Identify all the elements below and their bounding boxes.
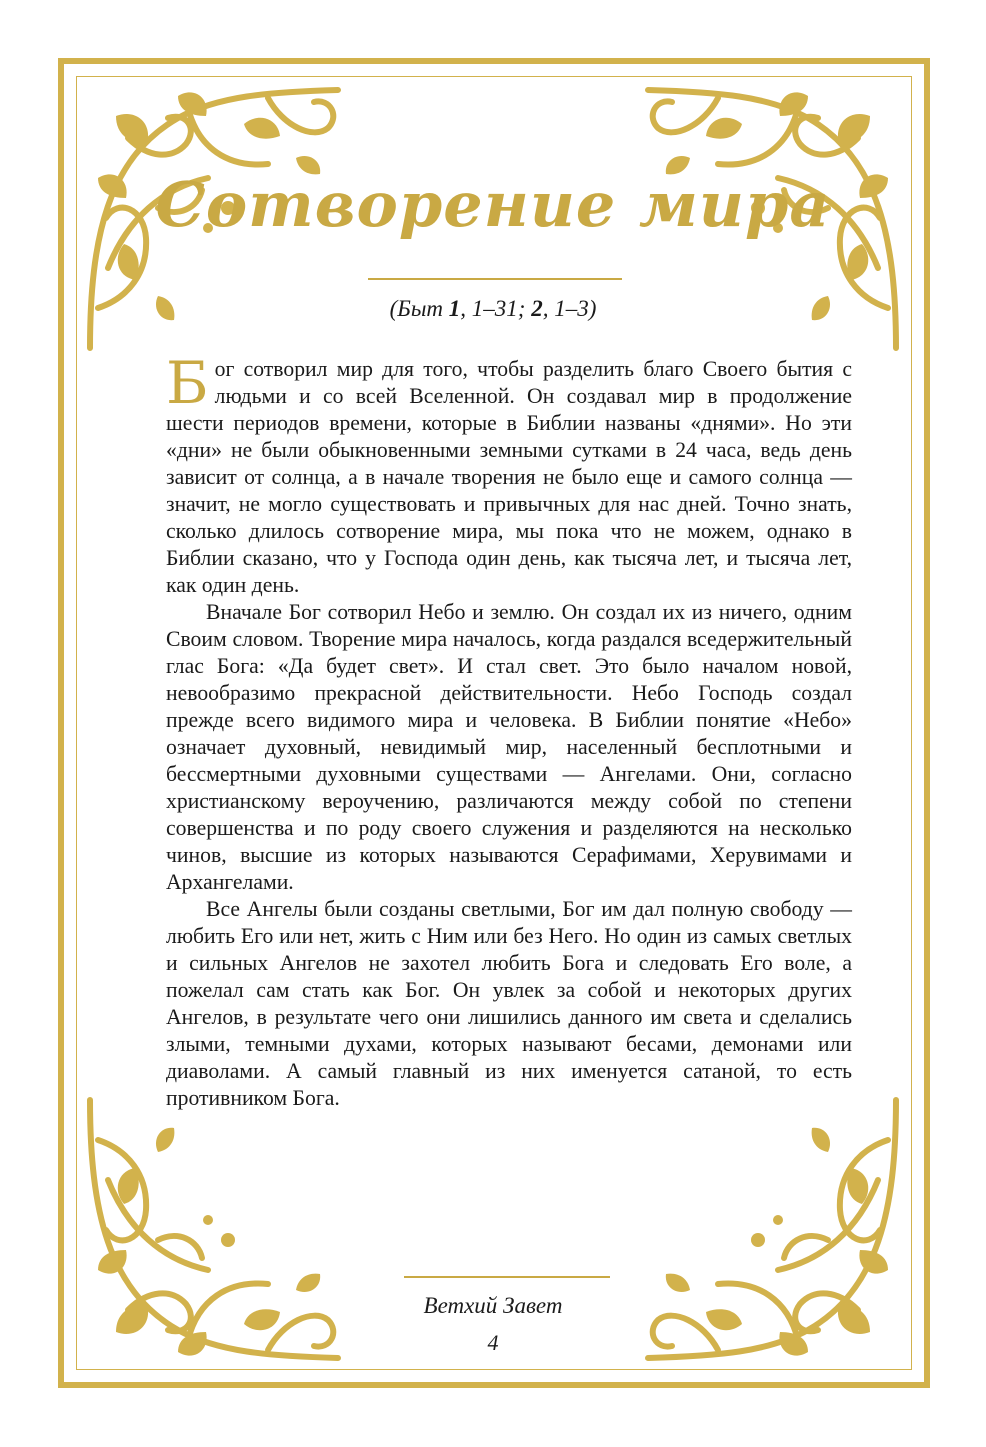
citation-chapter-2: 2 bbox=[531, 296, 543, 321]
page-number: 4 bbox=[487, 1330, 499, 1355]
drop-cap: Б bbox=[166, 349, 209, 417]
citation-prefix: (Быт bbox=[389, 296, 449, 321]
title-divider bbox=[368, 278, 622, 280]
footer-divider bbox=[404, 1276, 610, 1278]
page-title: Сотворение мира bbox=[155, 168, 831, 241]
citation-chapter-1: 1 bbox=[448, 296, 461, 321]
footer-section-title: Ветхий Завет bbox=[423, 1293, 563, 1318]
citation-range-1: , 1–31; bbox=[460, 296, 532, 321]
paragraph-1 bbox=[166, 349, 852, 599]
article-body bbox=[166, 349, 852, 1112]
paragraph-3: Все Ангелы были созданы светлыми, Бог им дал полную свободу — любить Его или нет, жить с Ним или без Него. Но один из самых светлых и сильных Ангелов не захотел любить Бога и следовать Его воле, а пожелал сам стать как Бог. Он увлек за собой и некоторых других Ангелов, в результате чего они лишились данного им света и сделались злыми, темными духами, которых называют бесами, демонами или диаволами. А самый главный из них именуется сатаной, то есть противником Бога. bbox=[166, 897, 852, 1110]
scripture-citation bbox=[0, 296, 986, 322]
paragraph-1-text: ог сотворил мир для того, чтобы разделить благо Своего бытия с людьми и со всей Вселенной. Он создавал мир в продолжение шести периодов времени, которые в Библии названы «днями». Но эти «дни» не были обыкновенными земными сутками в 24 часа, ведь день зависит от солнца, а в начале творения не было еще и самого солнца — значит, не могло существовать и привычных для нас дней. Точно знать, сколько длилось сотворение мира, мы пока что не можем, однако в Библии сказано, что у Господа один день, как тысяча лет, и тысяча лет, как один день. bbox=[166, 357, 852, 597]
paragraph-2: Вначале Бог сотворил Небо и землю. Он создал их из ничего, одним Своим словом. Творение мира началось, когда раздался вседержительный глас Бога: «Да будет свет». И стал свет. Это было началом новой, невообразимо прекрасной действительности. Небо Господь создал прежде всего видимого мира и человека. В Библии понятие «Небо» означает духовный, невидимый мир, населенный бесплотными и бессмертными духовными существами — Ангелами. Они, согласно христианскому вероучению, различаются между собой по степени совершенства и по роду своего служения и разделяются на несколько чинов, высшие из которых называются Серафимами, Херувимами и Архангелами. bbox=[166, 600, 852, 894]
citation-range-2: , 1–3) bbox=[542, 296, 597, 321]
